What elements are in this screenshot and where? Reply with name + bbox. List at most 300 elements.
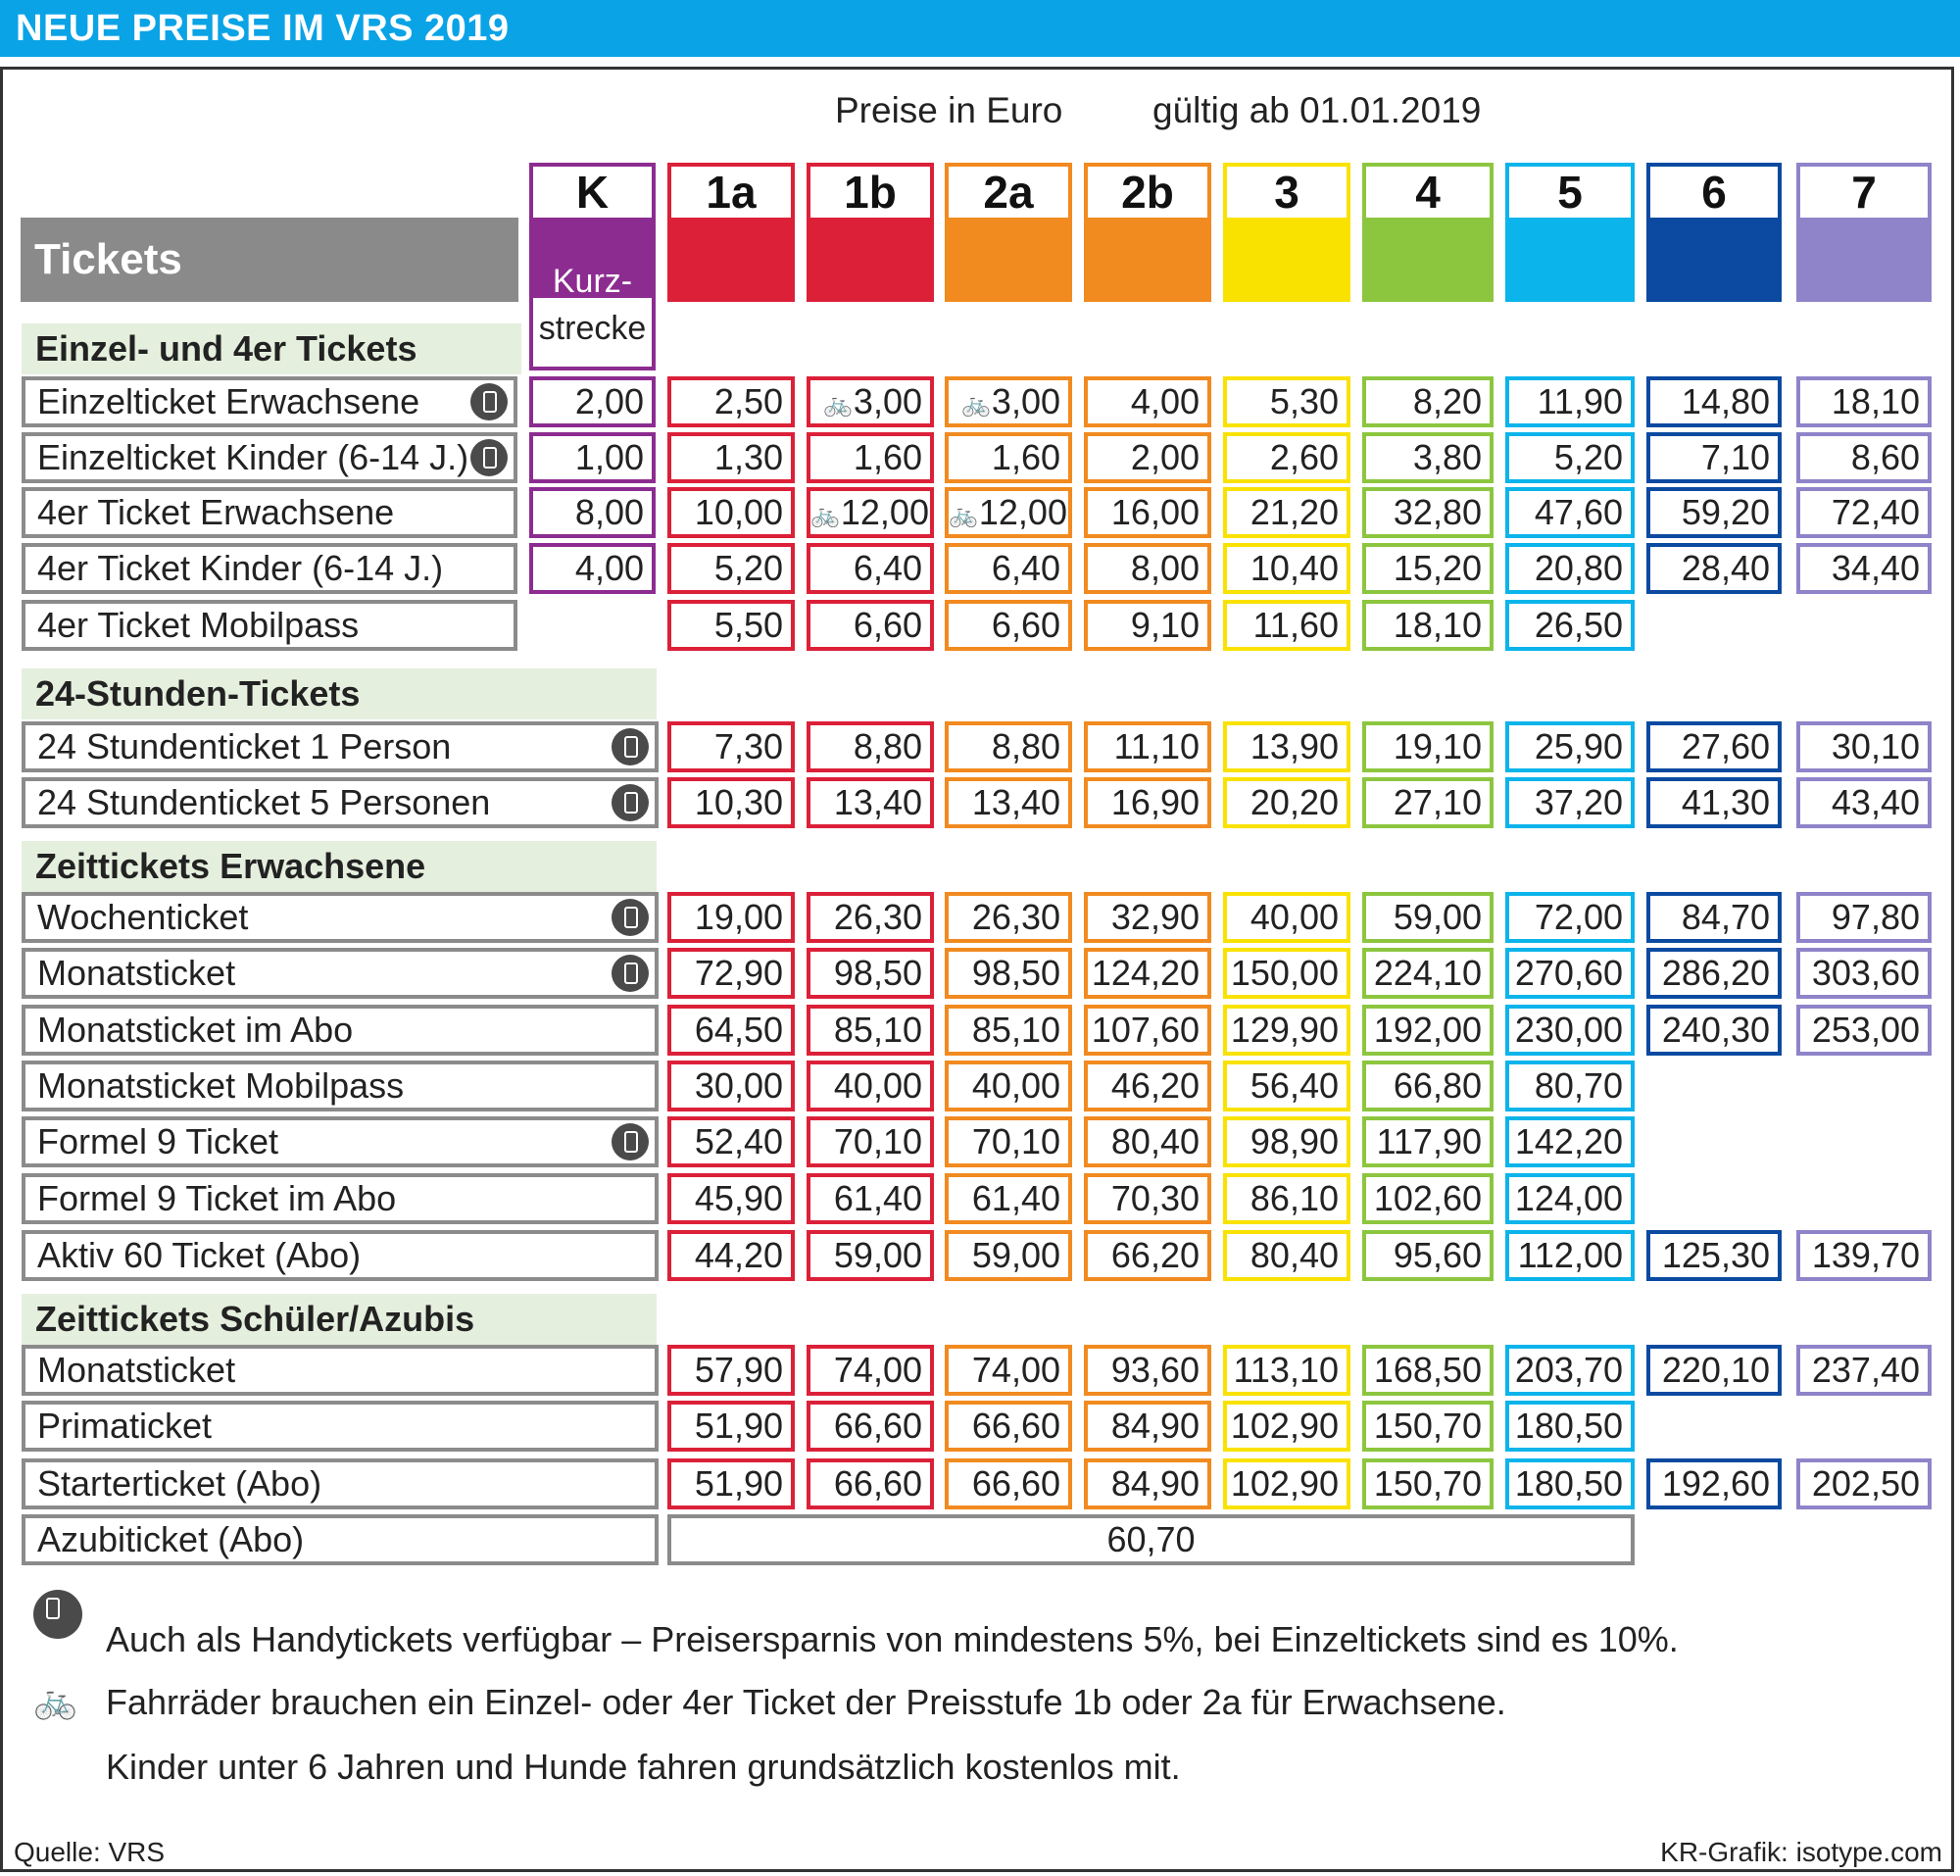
- phone-icon: [612, 784, 649, 821]
- price-value: 124,20: [1091, 953, 1200, 993]
- price-value: 139,70: [1811, 1235, 1920, 1275]
- price-value: 192,60: [1661, 1463, 1770, 1504]
- zone-header-2a: [945, 163, 1072, 302]
- price-value: 102,90: [1230, 1406, 1339, 1446]
- zone-header-1b: [807, 163, 934, 302]
- price-value: 72,00: [1534, 897, 1623, 937]
- price-cell-2b: [1084, 721, 1211, 772]
- price-cell-5: [1505, 1116, 1635, 1167]
- price-value: 56,40: [1250, 1065, 1339, 1106]
- price-value: 66,20: [1110, 1235, 1200, 1275]
- price-value: 74,00: [833, 1350, 922, 1390]
- price-cell-k: [529, 376, 656, 427]
- zone-header-2b: [1084, 163, 1211, 302]
- price-value: 86,10: [1250, 1178, 1339, 1218]
- price-value: 7,30: [713, 726, 783, 766]
- price-cell-5: [1505, 948, 1635, 999]
- price-value: 61,40: [971, 1178, 1060, 1218]
- price-value: 30,10: [1831, 726, 1920, 766]
- ticket-name: Einzelticket Kinder (6-14 J.): [37, 437, 469, 477]
- price-cell-2a: [945, 948, 1072, 999]
- price-cell-4: [1362, 1061, 1494, 1111]
- price-cell-4: [1362, 1173, 1494, 1224]
- price-value: 5,50: [713, 605, 783, 645]
- price-value: 2,00: [574, 381, 644, 421]
- price-cell-4: [1362, 1401, 1494, 1452]
- price-value: 97,80: [1831, 897, 1920, 937]
- ticket-name: Azubiticket (Abo): [37, 1519, 305, 1559]
- price-cell-5: [1505, 1173, 1635, 1224]
- price-value: 72,90: [694, 953, 783, 993]
- price-cell-3: [1223, 1345, 1350, 1396]
- price-value: 70,10: [833, 1121, 922, 1161]
- zone-sub-label: Kurz-: [552, 263, 633, 300]
- price-cell-4: [1362, 543, 1494, 594]
- price-cell-3: [1223, 376, 1350, 427]
- price-cell-2a: [945, 1116, 1072, 1167]
- zone-header-5: [1505, 163, 1635, 302]
- price-value: 70,30: [1110, 1178, 1200, 1218]
- zone-label: 2a: [949, 167, 1068, 218]
- price-value: 59,00: [1393, 897, 1482, 937]
- price-value: 230,00: [1514, 1010, 1623, 1050]
- merged-price-cell: 60,70: [667, 1514, 1635, 1565]
- price-value: 57,90: [694, 1350, 783, 1390]
- ticket-row-label: [22, 1116, 659, 1167]
- price-value: 240,30: [1661, 1010, 1770, 1050]
- phone-icon: [612, 728, 649, 765]
- section-header: Einzel- und 4er Tickets: [22, 323, 521, 374]
- price-value: 10,30: [694, 782, 783, 822]
- price-cell-1b: [807, 1401, 934, 1452]
- price-value: 2,00: [1130, 437, 1200, 477]
- price-value: 47,60: [1534, 492, 1623, 532]
- price-cell-3: [1223, 543, 1350, 594]
- price-cell-2a: [945, 777, 1072, 828]
- price-cell-3: [1223, 1116, 1350, 1167]
- zone-label: 3: [1227, 167, 1347, 218]
- price-value: 125,30: [1661, 1235, 1770, 1275]
- price-cell-5: [1505, 432, 1635, 483]
- price-cell-1b: [807, 1230, 934, 1281]
- price-value: 224,10: [1373, 953, 1482, 993]
- zone-header-1a: [667, 163, 795, 302]
- price-cell-1b: [807, 487, 934, 538]
- ticket-row-label: [22, 777, 659, 828]
- price-value: 93,60: [1110, 1350, 1200, 1390]
- price-cell-2a: [945, 1345, 1072, 1396]
- price-value: 8,60: [1850, 437, 1920, 477]
- zone-color-swatch: [671, 218, 791, 298]
- title-banner: [0, 0, 1960, 57]
- credit-note: KR-Grafik: isotype.com: [1660, 1837, 1942, 1867]
- price-cell-5: [1505, 600, 1635, 651]
- price-cell-2b: [1084, 948, 1211, 999]
- price-cell-2b: [1084, 487, 1211, 538]
- price-value: 19,10: [1393, 726, 1482, 766]
- price-value: 11,60: [1252, 605, 1339, 645]
- price-value: 84,90: [1110, 1406, 1200, 1446]
- price-value: 19,00: [694, 897, 783, 937]
- price-value: 13,40: [833, 782, 922, 822]
- ticket-name: Aktiv 60 Ticket (Abo): [37, 1235, 362, 1275]
- price-value: 102,90: [1230, 1463, 1339, 1504]
- price-value: 253,00: [1811, 1010, 1920, 1050]
- price-cell-k: [529, 543, 656, 594]
- ticket-row-label: [22, 892, 659, 943]
- price-cell-5: [1505, 1458, 1635, 1509]
- price-cell-5: [1505, 1005, 1635, 1056]
- ticket-row-label: [22, 1458, 659, 1509]
- price-cell-3: [1223, 1173, 1350, 1224]
- price-value: 5,30: [1269, 381, 1339, 421]
- price-cell-7: [1796, 721, 1932, 772]
- section-header: 24-Stunden-Tickets: [22, 668, 657, 719]
- price-value: 3,80: [1412, 437, 1482, 477]
- price-cell-3: [1223, 721, 1350, 772]
- price-value: 13,40: [971, 782, 1060, 822]
- price-value: 8,80: [853, 726, 922, 766]
- zone-label: 7: [1800, 167, 1928, 218]
- ticket-row-label: [22, 948, 659, 999]
- price-cell-4: [1362, 432, 1494, 483]
- price-value: 40,00: [833, 1065, 922, 1106]
- zone-color-swatch: [949, 218, 1068, 298]
- price-cell-2a: [945, 1061, 1072, 1111]
- zone-header-6: [1646, 163, 1782, 302]
- page-title: NEUE PREISE IM VRS 2019: [16, 8, 510, 49]
- price-cell-4: [1362, 777, 1494, 828]
- ticket-row-label: [22, 1401, 659, 1452]
- price-value: 8,00: [574, 492, 644, 532]
- price-cell-6: [1646, 543, 1782, 594]
- price-value: 66,60: [833, 1406, 922, 1446]
- price-cell-1b: [807, 1458, 934, 1509]
- ticket-row-label: [22, 487, 517, 538]
- price-value: 6,60: [853, 605, 922, 645]
- ticket-name: Monatsticket: [37, 1350, 236, 1390]
- price-value: 18,10: [1831, 381, 1920, 421]
- price-cell-6: [1646, 487, 1782, 538]
- price-value: 15,20: [1393, 548, 1482, 588]
- price-cell-1a: [667, 543, 795, 594]
- zone-label: K: [533, 167, 652, 218]
- price-cell-7: [1796, 432, 1932, 483]
- price-value: 95,60: [1393, 1235, 1482, 1275]
- price-value: 26,30: [833, 897, 922, 937]
- price-cell-2a: [945, 892, 1072, 943]
- ticket-name: 24 Stundenticket 1 Person: [37, 726, 452, 766]
- price-cell-2b: [1084, 1230, 1211, 1281]
- price-value: 34,40: [1831, 548, 1920, 588]
- price-cell-4: [1362, 1116, 1494, 1167]
- price-value: 21,20: [1250, 492, 1339, 532]
- price-value: 98,50: [971, 953, 1060, 993]
- price-value: 142,20: [1514, 1121, 1623, 1161]
- price-value: 40,00: [1250, 897, 1339, 937]
- bike-icon: 🚲: [823, 391, 850, 418]
- price-value: 1,00: [574, 437, 644, 477]
- price-value: 84,70: [1681, 897, 1770, 937]
- price-cell-3: [1223, 487, 1350, 538]
- price-value: 13,90: [1250, 726, 1339, 766]
- price-value: 66,60: [833, 1463, 922, 1504]
- price-cell-4: [1362, 721, 1494, 772]
- ticket-row-label: [22, 1061, 659, 1111]
- price-value: 11,10: [1113, 726, 1200, 766]
- price-value: 44,20: [694, 1235, 783, 1275]
- phone-icon: [33, 1590, 82, 1639]
- price-value: 28,40: [1681, 548, 1770, 588]
- ticket-name: Formel 9 Ticket im Abo: [37, 1178, 397, 1218]
- ticket-name: Monatsticket im Abo: [37, 1010, 354, 1050]
- price-cell-6: [1646, 1005, 1782, 1056]
- price-value: 7,10: [1700, 437, 1770, 477]
- price-cell-6: [1646, 948, 1782, 999]
- price-cell-6: [1646, 777, 1782, 828]
- price-value: 32,90: [1110, 897, 1200, 937]
- price-value: 12,00: [840, 492, 929, 532]
- price-value: 43,40: [1831, 782, 1920, 822]
- price-cell-4: [1362, 376, 1494, 427]
- price-cell-2a: [945, 376, 1072, 427]
- zone-color-swatch: [1227, 218, 1347, 298]
- price-cell-2a: [945, 1401, 1072, 1452]
- price-cell-1b: [807, 892, 934, 943]
- zone-color-swatch: [1088, 218, 1207, 298]
- price-value: 26,30: [971, 897, 1060, 937]
- price-value: 52,40: [694, 1121, 783, 1161]
- zone-color-swatch: [1509, 218, 1631, 298]
- ticket-name: Monatsticket Mobilpass: [37, 1065, 405, 1106]
- price-cell-1a: [667, 432, 795, 483]
- tickets-label: Tickets: [34, 235, 182, 283]
- price-value: 11,90: [1537, 381, 1623, 421]
- price-value: 192,00: [1373, 1010, 1482, 1050]
- price-cell-1a: [667, 777, 795, 828]
- price-value: 117,90: [1376, 1121, 1482, 1161]
- section-header: Zeittickets Schüler/Azubis: [22, 1294, 657, 1345]
- price-value: 4,00: [1130, 381, 1200, 421]
- price-cell-7: [1796, 543, 1932, 594]
- price-value: 45,90: [694, 1178, 783, 1218]
- phone-icon: [470, 383, 508, 420]
- price-cell-1a: [667, 1345, 795, 1396]
- price-cell-2b: [1084, 1005, 1211, 1056]
- price-value: 16,00: [1110, 492, 1200, 532]
- price-cell-2b: [1084, 1458, 1211, 1509]
- price-value: 26,50: [1534, 605, 1623, 645]
- price-cell-4: [1362, 1458, 1494, 1509]
- price-value: 84,90: [1110, 1463, 1200, 1504]
- price-cell-1a: [667, 892, 795, 943]
- price-value: 20,80: [1534, 548, 1623, 588]
- price-cell-7: [1796, 1230, 1932, 1281]
- price-value: 10,40: [1250, 548, 1339, 588]
- price-value: 270,60: [1514, 953, 1623, 993]
- price-cell-3: [1223, 432, 1350, 483]
- price-cell-k: [529, 432, 656, 483]
- kinder-note: Kinder unter 6 Jahren und Hunde fahren grundsätzlich kostenlos mit.: [106, 1747, 1181, 1787]
- price-value: 20,20: [1250, 782, 1339, 822]
- phone-icon: [470, 439, 508, 476]
- bike-icon: 🚲: [810, 502, 837, 528]
- price-cell-2b: [1084, 1173, 1211, 1224]
- price-value: 6,40: [991, 548, 1060, 588]
- price-cell-2a: [945, 1005, 1072, 1056]
- price-value: 32,80: [1393, 492, 1482, 532]
- price-value: 1,60: [991, 437, 1060, 477]
- ticket-row-label: [22, 1005, 659, 1056]
- phone-icon: [612, 1123, 649, 1160]
- price-cell-5: [1505, 1061, 1635, 1111]
- price-value: 4,00: [574, 548, 644, 588]
- price-value: 27,10: [1393, 782, 1482, 822]
- price-cell-2b: [1084, 777, 1211, 828]
- price-cell-1a: [667, 487, 795, 538]
- price-value: 2,50: [713, 381, 783, 421]
- price-value: 98,50: [833, 953, 922, 993]
- price-value: 1,60: [853, 437, 922, 477]
- section-header: Zeittickets Erwachsene: [22, 841, 657, 892]
- price-cell-7: [1796, 948, 1932, 999]
- price-cell-6: [1646, 432, 1782, 483]
- price-cell-1a: [667, 376, 795, 427]
- price-value: 72,40: [1831, 492, 1920, 532]
- price-value: 129,90: [1230, 1010, 1339, 1050]
- preise-label: Preise in Euro: [835, 90, 1063, 130]
- price-cell-1a: [667, 948, 795, 999]
- price-cell-4: [1362, 1345, 1494, 1396]
- price-cell-2b: [1084, 600, 1211, 651]
- price-value: 66,60: [971, 1463, 1060, 1504]
- phone-icon: [612, 899, 649, 936]
- price-cell-5: [1505, 777, 1635, 828]
- price-cell-2b: [1084, 543, 1211, 594]
- price-value: 202,50: [1811, 1463, 1920, 1504]
- price-value: 6,60: [991, 605, 1060, 645]
- bike-icon: 🚲: [949, 502, 975, 528]
- ticket-row-label: [22, 721, 659, 772]
- price-value: 16,90: [1110, 782, 1200, 822]
- price-cell-3: [1223, 1061, 1350, 1111]
- price-cell-3: [1223, 777, 1350, 828]
- price-cell-1b: [807, 432, 934, 483]
- ticket-row-label: [22, 1514, 659, 1565]
- bike-note: Fahrräder brauchen ein Einzel- oder 4er Ticket der Preisstufe 1b oder 2a für Erwachsene.: [106, 1682, 1506, 1722]
- ticket-name: 4er Ticket Kinder (6-14 J.): [37, 548, 444, 588]
- price-cell-7: [1796, 376, 1932, 427]
- bike-icon: 🚲: [961, 391, 988, 418]
- price-cell-2a: [945, 1230, 1072, 1281]
- zone-header-4: [1362, 163, 1494, 302]
- ticket-row-label: [22, 1230, 659, 1281]
- price-cell-1a: [667, 1005, 795, 1056]
- price-cell-1b: [807, 721, 934, 772]
- price-cell-1b: [807, 948, 934, 999]
- price-value: 59,00: [833, 1235, 922, 1275]
- price-value: 25,90: [1534, 726, 1623, 766]
- price-cell-5: [1505, 1230, 1635, 1281]
- price-value: 80,70: [1534, 1065, 1623, 1106]
- price-value: 124,00: [1514, 1178, 1623, 1218]
- price-cell-6: [1646, 376, 1782, 427]
- price-value: 1,30: [713, 437, 783, 477]
- price-cell-5: [1505, 1401, 1635, 1452]
- price-value: 8,20: [1412, 381, 1482, 421]
- price-value: 8,00: [1130, 548, 1200, 588]
- price-value: 113,10: [1233, 1350, 1339, 1390]
- zone-color-swatch: [810, 218, 930, 298]
- ticket-name: Starterticket (Abo): [37, 1463, 322, 1504]
- price-cell-3: [1223, 892, 1350, 943]
- price-value: 9,10: [1130, 605, 1200, 645]
- price-value: 59,00: [971, 1235, 1060, 1275]
- bike-icon: 🚲: [33, 1680, 77, 1720]
- price-value: 37,20: [1534, 782, 1623, 822]
- price-cell-4: [1362, 1230, 1494, 1281]
- price-cell-2a: [945, 721, 1072, 772]
- price-value: 220,10: [1661, 1350, 1770, 1390]
- price-value: 85,10: [971, 1010, 1060, 1050]
- zone-color-swatch: [1366, 218, 1490, 298]
- price-cell-7: [1796, 1345, 1932, 1396]
- price-value: 46,20: [1110, 1065, 1200, 1106]
- price-value: 85,10: [833, 1010, 922, 1050]
- price-cell-5: [1505, 487, 1635, 538]
- price-cell-7: [1796, 1458, 1932, 1509]
- price-cell-4: [1362, 1005, 1494, 1056]
- zone-label: 5: [1509, 167, 1631, 218]
- price-cell-4: [1362, 948, 1494, 999]
- price-value: 107,60: [1091, 1010, 1200, 1050]
- zone-sub-label: strecke: [538, 310, 647, 347]
- price-cell-6: [1646, 1458, 1782, 1509]
- ticket-row-label: [22, 432, 517, 483]
- price-cell-6: [1646, 1345, 1782, 1396]
- ticket-name: 4er Ticket Mobilpass: [37, 605, 360, 645]
- price-cell-3: [1223, 948, 1350, 999]
- price-value: 6,40: [853, 548, 922, 588]
- zone-header-3: [1223, 163, 1350, 302]
- ticket-name: 24 Stundenticket 5 Personen: [37, 782, 491, 822]
- price-cell-1a: [667, 1061, 795, 1111]
- price-value: 14,80: [1681, 381, 1770, 421]
- price-value: 51,90: [694, 1463, 783, 1504]
- price-cell-1a: [667, 1401, 795, 1452]
- ticket-row-label: [22, 1345, 659, 1396]
- price-value: 150,70: [1373, 1406, 1482, 1446]
- price-cell-3: [1223, 600, 1350, 651]
- price-cell-1a: [667, 600, 795, 651]
- price-value: 80,40: [1250, 1235, 1339, 1275]
- price-cell-2a: [945, 543, 1072, 594]
- price-cell-5: [1505, 892, 1635, 943]
- price-cell-3: [1223, 1005, 1350, 1056]
- price-value: 40,00: [971, 1065, 1060, 1106]
- price-value: 237,40: [1811, 1350, 1920, 1390]
- price-value: 150,70: [1373, 1463, 1482, 1504]
- price-cell-7: [1796, 892, 1932, 943]
- zone-header-k: [529, 163, 656, 370]
- zone-label: 1b: [810, 167, 930, 218]
- price-value: 51,90: [694, 1406, 783, 1446]
- price-value: 102,60: [1373, 1178, 1482, 1218]
- price-cell-1b: [807, 600, 934, 651]
- price-cell-1a: [667, 1458, 795, 1509]
- price-value: 59,20: [1681, 492, 1770, 532]
- price-value: 61,40: [833, 1178, 922, 1218]
